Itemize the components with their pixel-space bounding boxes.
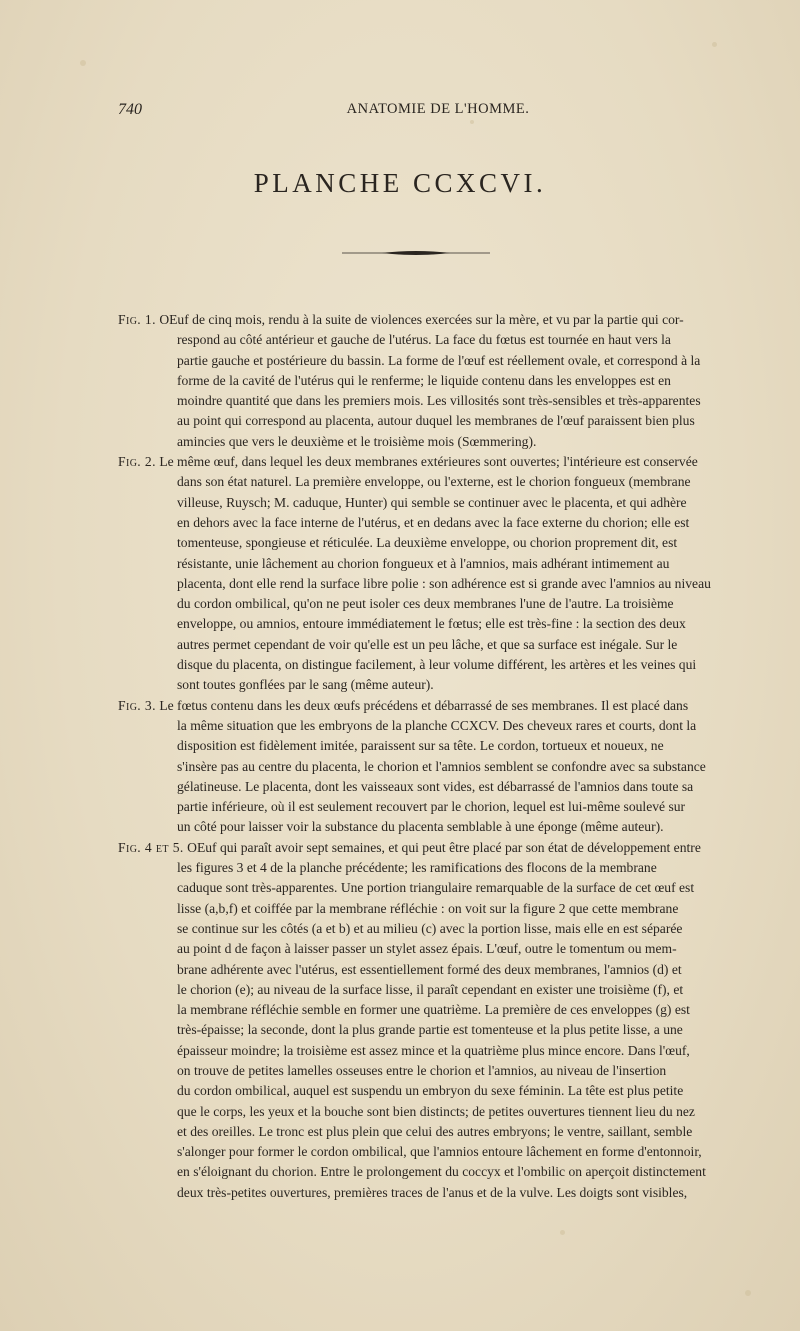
running-head: ANATOMIE DE L'HOMME. (346, 101, 530, 117)
figure-continuation (118, 330, 720, 452)
text-line: amincies que vers le deuxième et le troisième mois (Sœmmering). (177, 433, 537, 449)
text-line: forme de la cavité de l'utérus qui le renferme; le liquide contenu dans les enveloppes est en (177, 372, 671, 388)
figure-continuation (118, 472, 720, 695)
figure-first-line (118, 696, 720, 716)
text-line: disposition est fidèlement imitée, paraissent sur sa tête. Le cordon, tortueux et noueux, ne (177, 738, 664, 754)
foxing-spot (560, 1230, 565, 1235)
ornamental-rule (342, 250, 490, 256)
text-line: épaisseur moindre; la troisième est assez mince et la quatrième plus mince encore. Dans l'œuf, (177, 1042, 690, 1058)
text-line: partie inférieure, où il est seulement recouvert par le chorion, lequel est lui-même soulevé sur (177, 799, 686, 815)
text-line: la membrane réfléchie semble en former une quatrième. La première de ces enveloppes (g) est (177, 1002, 690, 1018)
text-line: résistante, unie lâchement au chorion fongueux et à l'amnios, mais adhérant intimement au (177, 555, 670, 571)
text-line: lisse (a,b,f) et coiffée par la membrane réfléchie : on voit sur la figure 2 que cette membrane (177, 900, 679, 916)
figure-entry-1 (118, 310, 720, 452)
figure-label: Fig. 3. (118, 697, 156, 713)
figure-continuation (118, 858, 720, 1203)
text-line: enveloppe, ou amnios, entoure immédiatement le fœtus; elle est très-fine : la section des deux (177, 616, 686, 632)
plate-title: PLANCHE CCXCVI. (253, 168, 547, 198)
text-line: brane adhérente avec l'utérus, est essentiellement formé des deux membranes, l'amnios (d) et (177, 961, 682, 977)
text-line: respond au côté antérieur et gauche de l'utérus. La face du fœtus est tournée en haut vers la (177, 332, 671, 348)
text-line: placenta, dont elle rend la surface libre polie : son adhérence est si grande avec l'amnios au niveau (177, 575, 711, 591)
text-line: un côté pour laisser voir la substance du placenta semblable à une éponge (même auteur). (177, 819, 664, 835)
text-line: sont toutes gonflées par le sang (même auteur). (177, 677, 434, 693)
text-line: s'alonger pour former le cordon ombilical, que l'amnios entoure lâchement en forme d'entonnoir, (177, 1144, 702, 1160)
text-line: se continue sur les côtés (a et b) et au milieu (c) avec la portion lisse, mais elle en est séparée (177, 920, 683, 936)
text-line: caduque sont très-apparentes. Une portion triangulaire remarquable de la surface de cet œuf est (177, 880, 695, 896)
page-header (118, 101, 718, 121)
figure-continuation (118, 716, 720, 838)
text-line: du cordon ombilical, auquel est suspendu un embryon du sexe féminin. La tête est plus petite (177, 1083, 684, 1099)
figure-label: Fig. 2. (118, 454, 156, 470)
text-line: en dehors avec la face interne de l'utérus, et en dedans avec la face externe du chorion; elle est (177, 514, 690, 530)
text-line: moindre quantité que dans les premiers mois. Les villosités sont très-sensibles et très-apparentes (177, 393, 701, 409)
figure-entry-2 (118, 452, 720, 696)
figure-label: Fig. 1. (118, 312, 156, 327)
text-line: que le corps, les yeux et la bouche sont bien distincts; de petites ouvertures tiennent lieu du nez (177, 1103, 695, 1119)
text-line: les figures 3 et 4 de la planche précédente; les ramifications des flocons de la membrane (177, 860, 657, 876)
page-number: 740 (118, 101, 142, 118)
text-line: on trouve de petites lamelles osseuses entre le chorion et l'amnios, au niveau de l'insertion (177, 1062, 667, 1078)
figure-entry-3 (118, 696, 720, 838)
text-line: deux très-petites ouvertures, premières traces de l'anus et de la vulve. Les doigts sont visibles, (177, 1184, 688, 1200)
figure-first-line (118, 310, 720, 330)
figure-text: OEuf de cinq mois, rendu à la suite de violences exercées sur la mère, et vu par la partie qui cor- (159, 312, 684, 327)
figure-first-line (118, 452, 720, 472)
foxing-spot (80, 60, 86, 66)
text-line: s'insère pas au centre du placenta, le chorion et l'amnios semblent se confondre avec sa substance (177, 758, 706, 774)
figure-text: Le même œuf, dans lequel les deux membranes extérieures sont ouvertes; l'intérieure est conservée (159, 454, 698, 470)
text-line: en s'éloignant du chorion. Entre le prolongement du coccyx et l'ombilic on aperçoit distinctement (177, 1164, 706, 1180)
text-line: le chorion (e); au niveau de la surface lisse, il paraît cependant en exister une troisième (f), et (177, 981, 684, 997)
figure-first-line (118, 838, 720, 858)
figure-label: Fig. 4 et 5. (118, 839, 184, 855)
text-line: au point qui correspond au placenta, autour duquel les membranes de l'œuf paraissent bien plus (177, 413, 695, 429)
text-line: disque du placenta, on distingue facilement, à leur volume différent, les artères et les veines qui (177, 657, 697, 673)
foxing-spot (745, 1290, 751, 1296)
text-line: autres permet cependant de voir qu'elle est un peu lâche, et que sa surface est inégale. Sur le (177, 636, 678, 652)
text-line: et des oreilles. Le tronc est plus plein que celui des autres embryons; le ventre, saillant, semble (177, 1123, 693, 1139)
figure-text: OEuf qui paraît avoir sept semaines, et qui peut être placé par son état de développement entre (187, 839, 701, 855)
text-line: très-épaisse; la seconde, dont la plus grande partie est tomenteuse et la plus petite lisse, a une (177, 1022, 683, 1038)
text-line: du cordon ombilical, qu'on ne peut isoler ces deux membranes l'une de l'autre. La troisième (177, 596, 674, 612)
text-line: au point d de façon à laisser passer un stylet assez épais. L'œuf, outre le tomentum ou mem- (177, 941, 677, 957)
text-line: dans son état naturel. La première enveloppe, ou l'externe, est le chorion fongueux (membrane (177, 474, 691, 490)
figure-text: Le fœtus contenu dans les deux œufs précédens et débarrassé de ses membranes. Il est placé dans (159, 697, 689, 713)
figure-entry-4-5 (118, 838, 720, 1203)
text-line: villeuse, Ruysch; M. caduque, Hunter) qui semble se continuer avec le placenta, et qui adhère (177, 494, 687, 510)
text-line: gélatineuse. Le placenta, dont les vaisseaux sont vides, est débarrassé de l'amnios dans toute sa (177, 778, 694, 794)
text-line: tomenteuse, spongieuse et réticulée. La deuxième enveloppe, ou chorion proprement dit, est (177, 535, 678, 551)
text-line: la même situation que les embryons de la planche CCXCV. Des cheveux rares et courts, dont la (177, 717, 697, 733)
text-line: partie gauche et postérieure du bassin. La forme de l'œuf est réellement ovale, et correspond à la (177, 352, 701, 368)
plate-description (118, 310, 720, 1203)
foxing-spot (712, 42, 717, 47)
